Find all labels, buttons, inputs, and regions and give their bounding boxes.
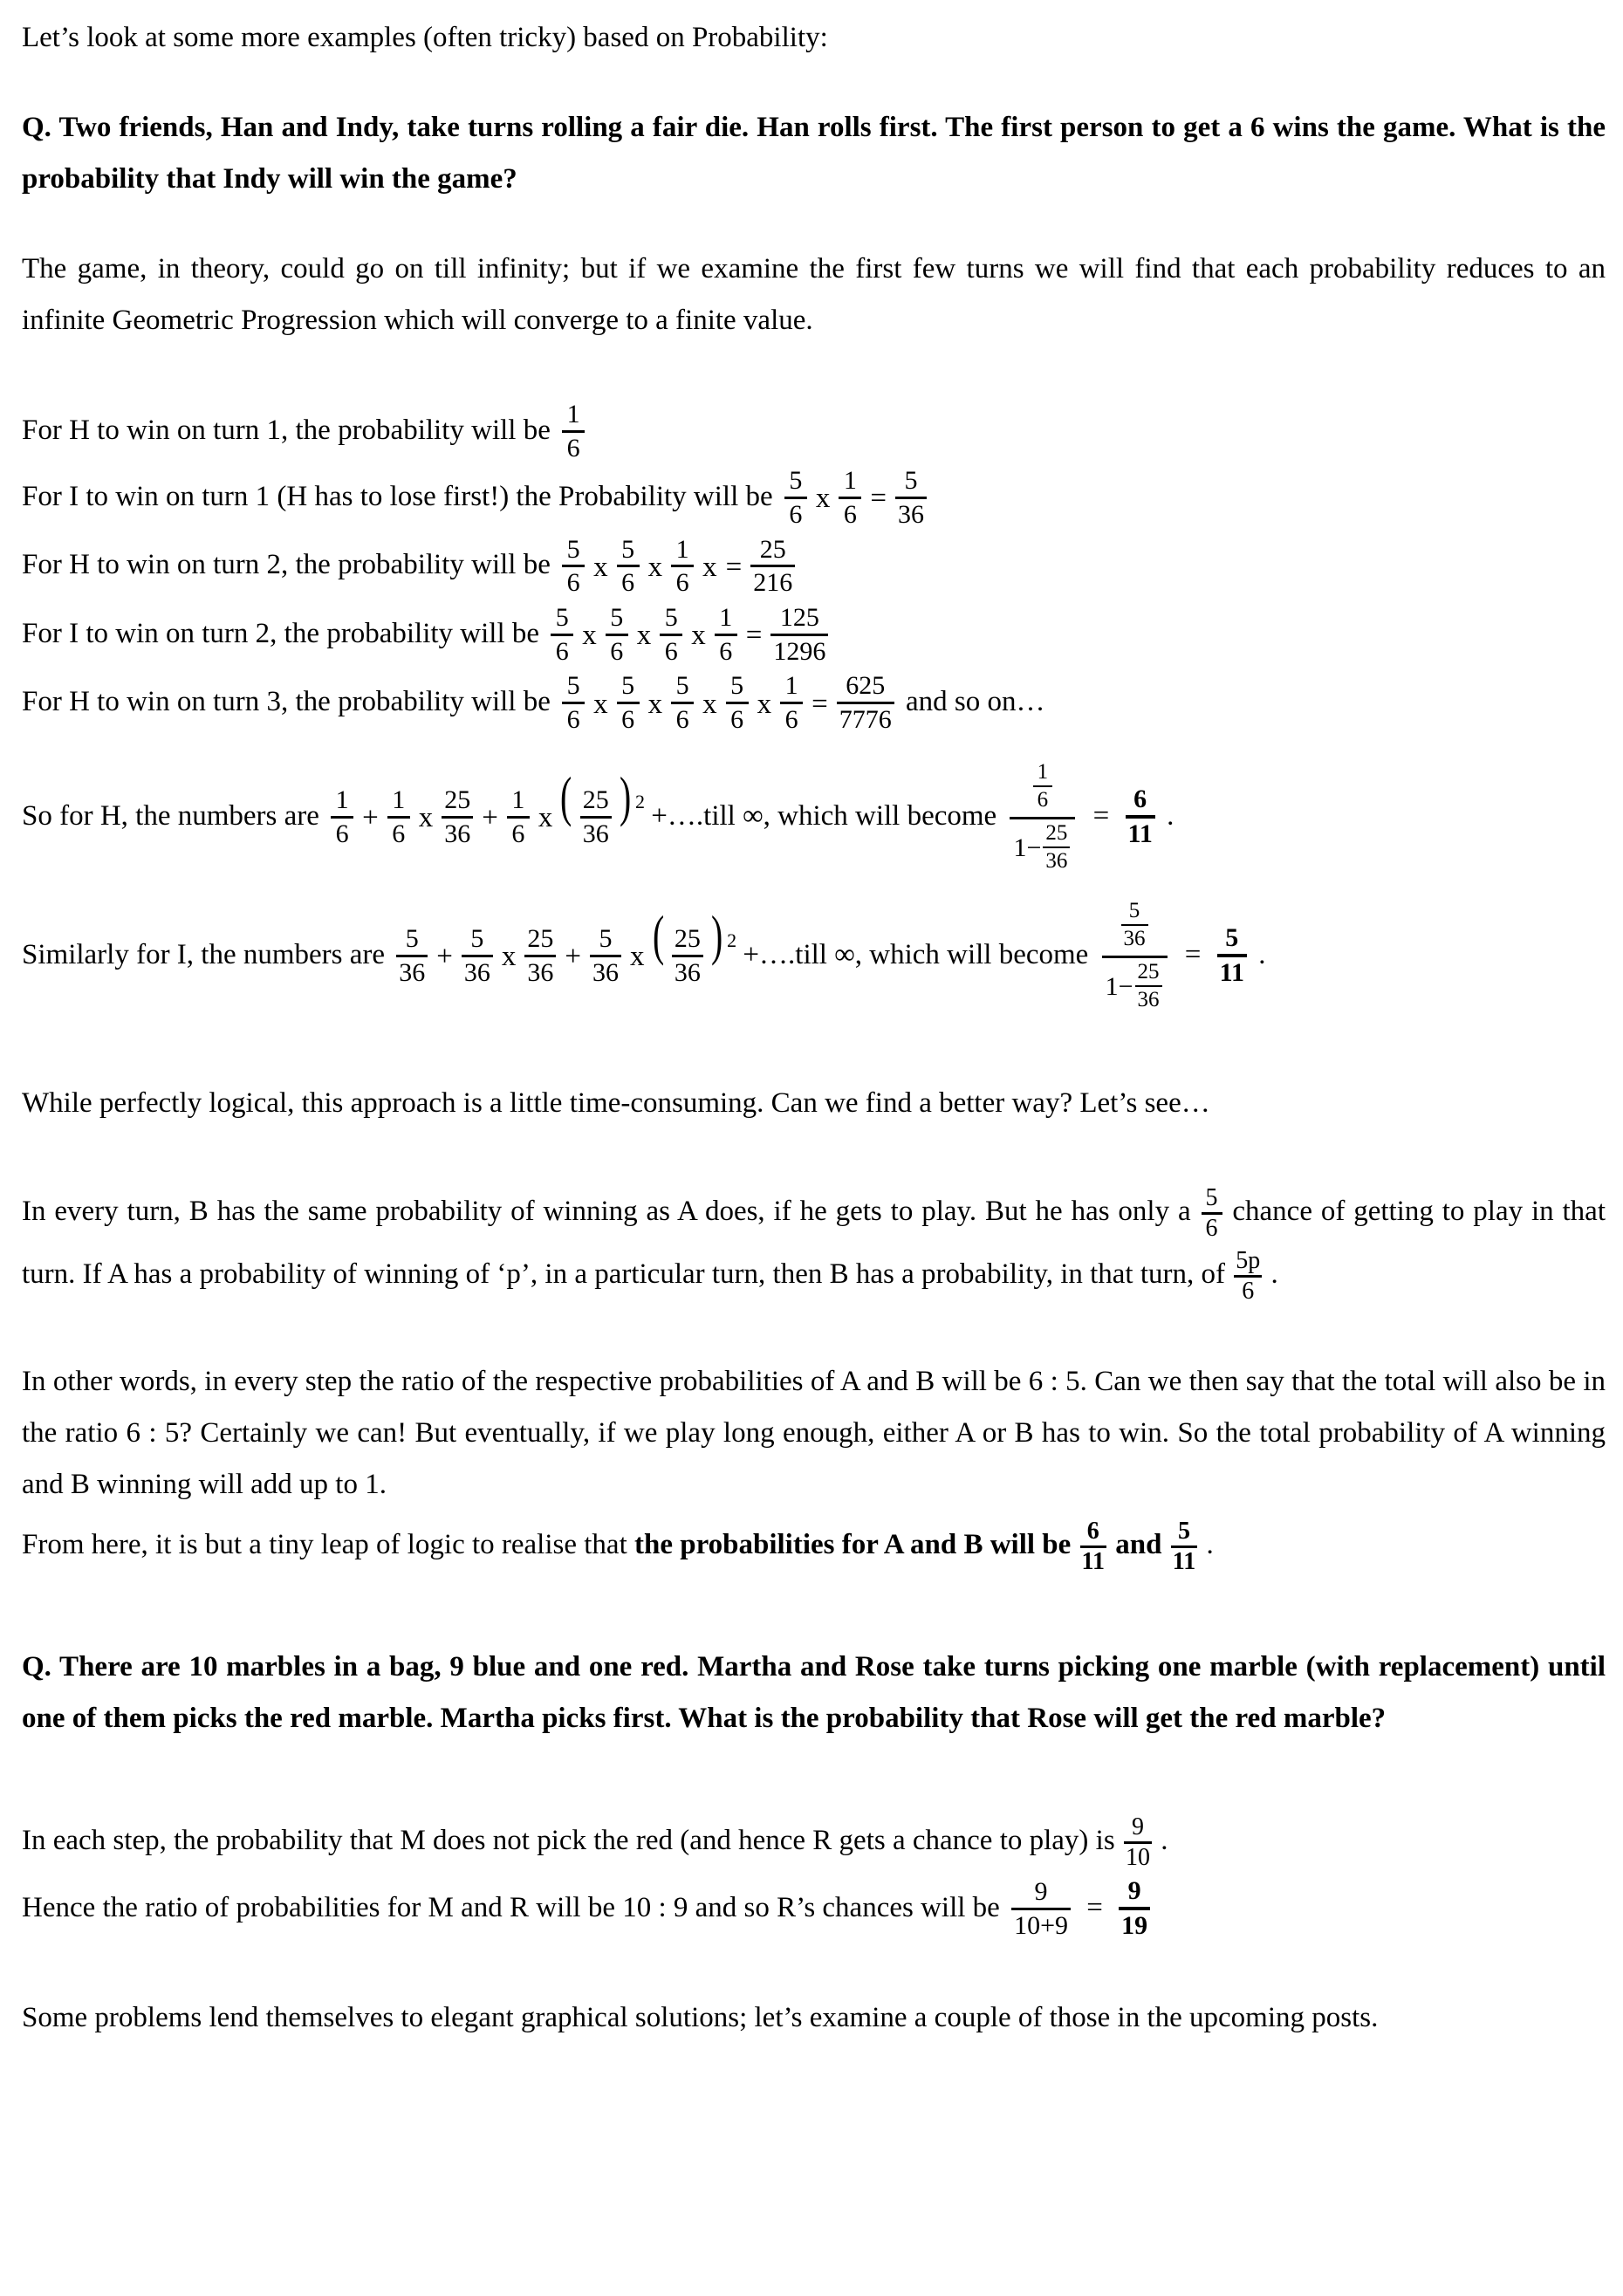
fraction-bar — [396, 955, 428, 957]
b-turn-part1: In every turn, B has the same probability of winning as A does, if he gets to play. But he has only a — [22, 1195, 1191, 1227]
fraction-nine-tenths: $\frac{9}{10}$ — [1125, 1813, 1150, 1871]
fraction-bar — [1126, 815, 1155, 819]
fraction-bar — [1119, 1907, 1150, 1910]
turn-line-i2 — [22, 600, 1606, 668]
fraction: $\frac{5}{6}$ — [671, 672, 694, 734]
fraction: $\frac{25}{36}$ — [524, 925, 556, 987]
fraction-bar — [617, 565, 640, 567]
hence-lead: Hence the ratio of probabilities for M and R will be 10 : 9 and so R’s chances will be — [22, 1891, 1000, 1923]
right-paren: ) — [619, 765, 631, 828]
turn-line-h2 — [22, 531, 1606, 600]
fraction-bar — [660, 634, 682, 636]
fraction: $\frac{1}{6}$ — [507, 786, 530, 848]
times-operator: x — [630, 941, 645, 973]
fraction-a-probability: $\frac{6}{11}$ — [1081, 1517, 1106, 1575]
times-operator: x — [647, 688, 663, 720]
fraction: $\frac{5}{6}$ — [562, 672, 585, 734]
fraction: $\frac{5}{6}$ — [617, 672, 640, 734]
fraction: $\frac{5}{36}$ — [1121, 900, 1148, 951]
fraction-bar — [672, 955, 703, 957]
compound-fraction-bar — [1102, 956, 1168, 958]
turn-math — [558, 671, 899, 737]
turn-line-h3 — [22, 668, 1606, 737]
b-turn-paragraph — [22, 1180, 1606, 1306]
fraction-bar — [387, 816, 410, 819]
fraction: $\frac{1}{6}$ — [331, 786, 353, 848]
plus-operator: + — [436, 941, 453, 973]
compound-fraction — [1102, 899, 1168, 1015]
fraction-bar — [580, 816, 612, 819]
times-operator: x — [636, 620, 652, 652]
fraction: $\frac{25}{36}$ — [442, 786, 473, 848]
fraction: $\frac{5}{6}$ — [551, 604, 573, 666]
exponent: 2 — [727, 929, 737, 952]
period: . — [1161, 1824, 1168, 1856]
times-operator: x — [418, 802, 434, 834]
fraction: $\frac{5}{6}$ — [617, 536, 640, 598]
fraction-bar — [562, 430, 585, 433]
period: . — [1167, 799, 1174, 832]
fraction-bar — [784, 497, 807, 499]
fraction-bar — [780, 702, 803, 704]
spacer — [22, 1306, 1606, 1356]
equals-operator: = — [1184, 938, 1202, 970]
fraction: $\frac{1}{6}$ — [839, 467, 861, 529]
fraction: $\frac{5}{36}$ — [590, 925, 621, 987]
fraction-five-p-sixths: $\frac{5p}{6}$ — [1236, 1246, 1261, 1305]
series-h-tail: +….till ∞, which will become — [651, 799, 997, 832]
fraction: $\frac{5}{6}$ — [562, 536, 585, 598]
fraction-bar — [462, 955, 493, 957]
turn-line-i1 — [22, 463, 1606, 531]
fraction-bar — [837, 702, 894, 704]
b-turn-part3: B has a probability, in that turn, of — [829, 1258, 1225, 1290]
exponent: 2 — [635, 791, 646, 813]
plus-operator: + — [362, 802, 379, 834]
hence-paragraph — [22, 1874, 1606, 1942]
compound-fraction-bar — [1010, 817, 1075, 819]
turn-trailing-text: and so on… — [905, 686, 1045, 718]
fraction-answer-rose: $\frac{9}{19}$ — [1119, 1877, 1150, 1940]
series-i-math — [392, 904, 737, 1002]
fraction-bar — [331, 816, 353, 819]
fraction-bar — [770, 634, 828, 636]
times-operator: x — [691, 620, 706, 652]
fraction-bar — [590, 955, 621, 957]
question-1: Q. Two friends, Han and Indy, take turns rolling a fair die. Han rolls first. The first person to get a 6 wins the game. What is the probability that Indy will win the game? — [22, 112, 1606, 195]
fraction-bar — [1011, 1908, 1071, 1910]
fraction-result: $\frac{125}{1296}$ — [770, 604, 828, 666]
times-operator: x — [593, 688, 608, 720]
fraction: $\frac{25}{36}$ — [1135, 961, 1162, 1012]
spacer — [22, 64, 1606, 102]
times-operator: x — [702, 551, 717, 583]
fraction-bar — [562, 565, 585, 567]
equals-operator: = — [1086, 1891, 1103, 1923]
equals-operator: = — [870, 483, 887, 515]
compound-numerator — [1116, 899, 1154, 954]
fraction: $\frac{5}{6}$ — [606, 604, 628, 666]
spacer — [22, 737, 1606, 760]
fraction: $\frac{1}{6}$ — [671, 536, 694, 598]
period: . — [1270, 1258, 1278, 1290]
one-minus: 1− — [1013, 833, 1042, 863]
equals-operator: = — [1092, 799, 1110, 832]
compound-numerator — [1028, 760, 1058, 815]
turn-math — [780, 465, 931, 531]
series-h-lead: So for H, the numbers are — [22, 799, 319, 832]
turn-label: For I to win on turn 2, the probability will be — [22, 617, 540, 649]
left-paren: ( — [652, 904, 664, 967]
spacer — [22, 1015, 1606, 1078]
b-turn-part2: chance of getting to play in that turn. If A has a probability of winning of ‘p’, in a particular turn, then — [22, 1195, 1606, 1290]
compound-denominator — [1102, 960, 1168, 1015]
times-operator: x — [647, 551, 663, 583]
fraction-bar — [524, 955, 556, 957]
turn-label: For H to win on turn 3, the probability will be — [22, 686, 551, 718]
right-paren: ) — [710, 904, 723, 967]
fraction-bar — [1033, 785, 1052, 787]
one-minus: 1− — [1105, 972, 1133, 1002]
step-text: In each step, the probability that M does not pick the red (and hence R gets a chance to play) is — [22, 1824, 1115, 1856]
series-h-math — [326, 765, 646, 863]
spacer — [22, 346, 1606, 397]
plus-operator: + — [565, 941, 582, 973]
fraction: $\frac{1}{6}$ — [715, 604, 737, 666]
times-operator: x — [538, 802, 553, 834]
times-operator: x — [815, 483, 831, 515]
compound-fraction — [1010, 760, 1075, 876]
outro-paragraph: Some problems lend themselves to elegant graphical solutions; let’s examine a couple of those in the upcoming posts. — [22, 2001, 1379, 2033]
fraction-bar — [1121, 924, 1148, 926]
ratio-paragraph: In other words, in every step the ratio of the respective probabilities of A and B will be 6 : 5. Can we then say that the total will also be in the ratio 6 : 5? Certainly we can! But eventually, if we play long enough, either A or B has to win. So the total probability of A winning and B winning will add up to 1. — [22, 1365, 1606, 1500]
times-operator: x — [702, 688, 717, 720]
parenthesised-power — [649, 904, 737, 1002]
fraction: $\frac{1}{6}$ — [780, 672, 803, 734]
equals-operator: = — [725, 551, 743, 583]
fraction-bar — [671, 702, 694, 704]
equals-operator: = — [812, 688, 828, 720]
spacer — [22, 205, 1606, 243]
turn-math — [558, 534, 799, 600]
fraction: $\frac{1}{6}$ — [562, 401, 585, 463]
step-paragraph — [22, 1807, 1606, 1874]
theory-paragraph: The game, in theory, could go on till infinity; but if we examine the first few turns we will find that each probability reduces to an infinite Geometric Progression which will converge to a finite value. — [22, 253, 1606, 336]
fraction-result: $\frac{25}{216}$ — [750, 536, 795, 598]
better-way-paragraph: While perfectly logical, this approach is a little time-consuming. Can we find a better way? Let’s see… — [22, 1086, 1210, 1119]
fraction: $\frac{25}{36}$ — [1043, 822, 1070, 874]
spacer — [22, 1579, 1606, 1641]
times-operator: x — [593, 551, 608, 583]
spacer — [22, 876, 1606, 899]
intro-paragraph: Let’s look at some more examples (often tricky) based on Probability: — [22, 22, 828, 53]
fraction-b-probability: $\frac{5}{11}$ — [1172, 1517, 1196, 1575]
spacer — [22, 1942, 1606, 1992]
period: . — [1258, 938, 1266, 970]
series-i-lead: Similarly for I, the numbers are — [22, 938, 386, 970]
times-operator: x — [501, 941, 517, 973]
fraction-bar — [1043, 846, 1070, 848]
question-2: Q. There are 10 marbles in a bag, 9 blue and one red. Martha and Rose take turns picking one marble (with replacement) until one of them picks the red marble. Martha picks first. What is the probability that Rose will get the red marble? — [22, 1650, 1606, 1734]
fraction-bar — [1135, 985, 1162, 987]
compound-denominator — [1010, 821, 1075, 876]
fraction-bar — [895, 497, 927, 499]
fraction-bar — [1217, 954, 1247, 957]
series-i-tail: +….till ∞, which will become — [743, 938, 1089, 970]
equals-operator: = — [745, 620, 763, 652]
turn-math — [546, 602, 832, 668]
fraction-bar — [617, 702, 640, 704]
parenthesised-power — [557, 765, 646, 863]
period: . — [1206, 1528, 1214, 1560]
fraction-bar — [715, 634, 737, 636]
turn-math — [558, 401, 589, 463]
fraction: $\frac{1}{6}$ — [387, 786, 410, 848]
fraction-bar — [671, 565, 694, 567]
fraction-bar — [750, 565, 795, 567]
document-content — [22, 12, 1606, 2044]
fraction-answer-h: $\frac{6}{11}$ — [1126, 785, 1155, 848]
fraction-answer-i: $\frac{5}{11}$ — [1217, 924, 1247, 987]
fraction-bar — [562, 702, 585, 704]
fraction-result: $\frac{5}{36}$ — [895, 467, 927, 529]
plus-operator: + — [482, 802, 498, 834]
fraction-bar — [442, 816, 473, 819]
spacer — [22, 1744, 1606, 1807]
fraction-result: $\frac{625}{7776}$ — [837, 672, 894, 734]
turn-line-h1 — [22, 397, 1606, 463]
fraction: $\frac{5}{6}$ — [726, 672, 749, 734]
series-h-line — [22, 760, 1606, 876]
fraction: $\frac{25}{36}$ — [580, 771, 612, 862]
series-i-line — [22, 899, 1606, 1015]
times-operator: x — [582, 620, 597, 652]
conclusion-bold-text: the probabilities for A and B will be — [634, 1528, 1072, 1560]
turn-label: For H to win on turn 1, the probability will be — [22, 415, 551, 446]
fraction-rose-chance: $\frac{9}{10+9}$ — [1011, 1878, 1071, 1940]
conclusion-line — [22, 1511, 1606, 1579]
spacer — [22, 1129, 1606, 1180]
fraction-bar — [839, 497, 861, 499]
fraction: $\frac{1}{6}$ — [1033, 761, 1052, 812]
fraction-bar — [507, 816, 530, 819]
fraction-bar — [726, 702, 749, 704]
turn-label: For I to win on turn 1 (H has to lose first!) the Probability will be — [22, 481, 773, 512]
fraction-five-sixths: $\frac{5}{6}$ — [1202, 1186, 1222, 1241]
fraction: $\frac{5}{6}$ — [784, 467, 807, 529]
fraction-bar — [606, 634, 628, 636]
fraction: $\frac{5}{36}$ — [396, 925, 428, 987]
conclusion-lead: From here, it is but a tiny leap of logic to realise that — [22, 1528, 627, 1560]
times-operator: x — [757, 688, 772, 720]
left-paren: ( — [560, 765, 572, 828]
fraction: $\frac{5}{6}$ — [660, 604, 682, 666]
fraction: $\frac{25}{36}$ — [672, 910, 703, 1001]
fraction: $\frac{5}{36}$ — [462, 925, 493, 987]
and-word: and — [1115, 1528, 1162, 1560]
fraction-bar — [551, 634, 573, 636]
turn-label: For H to win on turn 2, the probability will be — [22, 549, 551, 581]
